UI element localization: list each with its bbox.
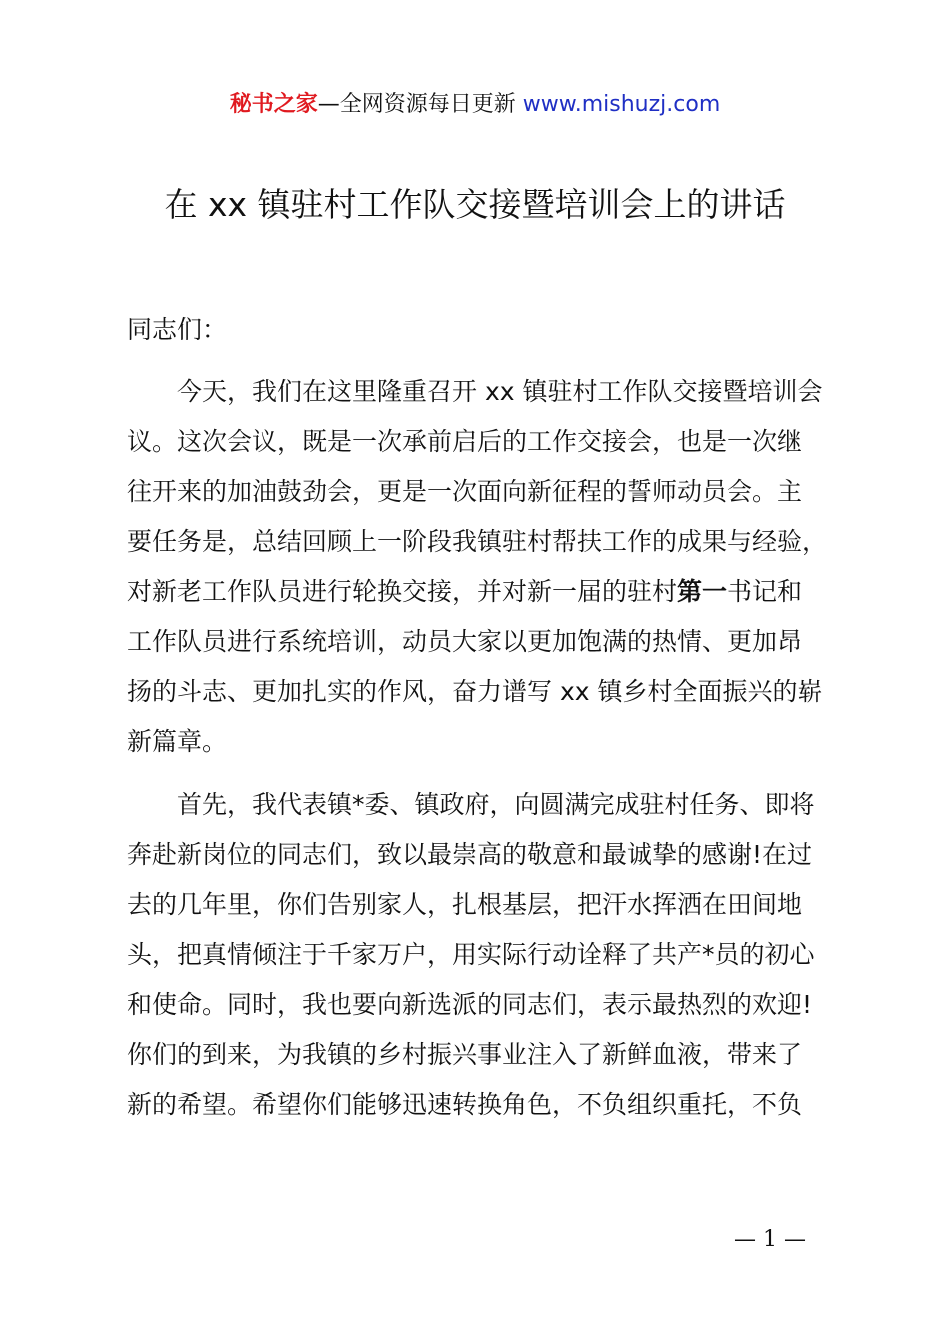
page-number: — 1 — <box>734 1227 806 1252</box>
paragraph-line: 扬的斗志、更加扎实的作风，奋力谱写 xx 镇乡村全面振兴的崭 <box>127 677 823 706</box>
paragraph-1 <box>127 367 837 767</box>
paragraph-line: 要任务是，总结回顾上一阶段我镇驻村帮扶工作的成果与经验， <box>127 527 828 556</box>
paragraph-line <box>127 567 837 617</box>
document-title: 在 xx 镇驻村工作队交接暨培训会上的讲话 <box>164 185 786 224</box>
paragraph-line: 新的希望。希望你们能够迅速转换角色，不负组织重托，不负 <box>127 1090 803 1119</box>
paragraph-line: 奔赴新岗位的同志们，致以最崇高的敬意和最诚挚的感谢!在过 <box>127 840 813 869</box>
site-header <box>0 88 950 122</box>
paragraph-line: 新篇章。 <box>127 727 228 756</box>
brand-name: 秘书之家 <box>229 92 318 117</box>
paragraph-line: 工作队员进行系统培训，动员大家以更加饱满的热情、更加昂 <box>127 627 803 656</box>
paragraph-line: 头，把真情倾注于千家万户，用实际行动诠释了共产*员的初心 <box>127 940 815 969</box>
bold-text: 第一 <box>677 577 728 606</box>
paragraph-line: 议。这次会议，既是一次承前启后的工作交接会，也是一次继 <box>127 427 803 456</box>
paragraph-line: 去的几年里，你们告别家人，扎根基层，把汗水挥洒在田间地 <box>127 890 803 919</box>
paragraph-line: 往开来的加油鼓劲会，更是一次面向新征程的誓师动员会。主 <box>127 477 803 506</box>
paragraph-line: 和使命。同时，我也要向新选派的同志们，表示最热烈的欢迎! <box>127 990 813 1019</box>
greeting: 同志们： <box>127 315 228 344</box>
line-text: 对新老工作队员进行轮换交接，并对新一届的驻村 <box>127 577 678 606</box>
paragraph-line: 首先，我代表镇*委、镇政府，向圆满完成驻村任务、即将 <box>177 790 815 819</box>
header-tagline: —全网资源每日更新 <box>317 92 523 117</box>
site-url[interactable]: www.mishuzj.com <box>522 92 721 117</box>
paragraph-2 <box>127 780 837 1130</box>
paragraph-line: 今天，我们在这里隆重召开 xx 镇驻村工作队交接暨培训会 <box>177 377 823 406</box>
paragraph-line: 你们的到来，为我镇的乡村振兴事业注入了新鲜血液，带来了 <box>127 1040 803 1069</box>
line-text: 书记和 <box>727 577 803 606</box>
